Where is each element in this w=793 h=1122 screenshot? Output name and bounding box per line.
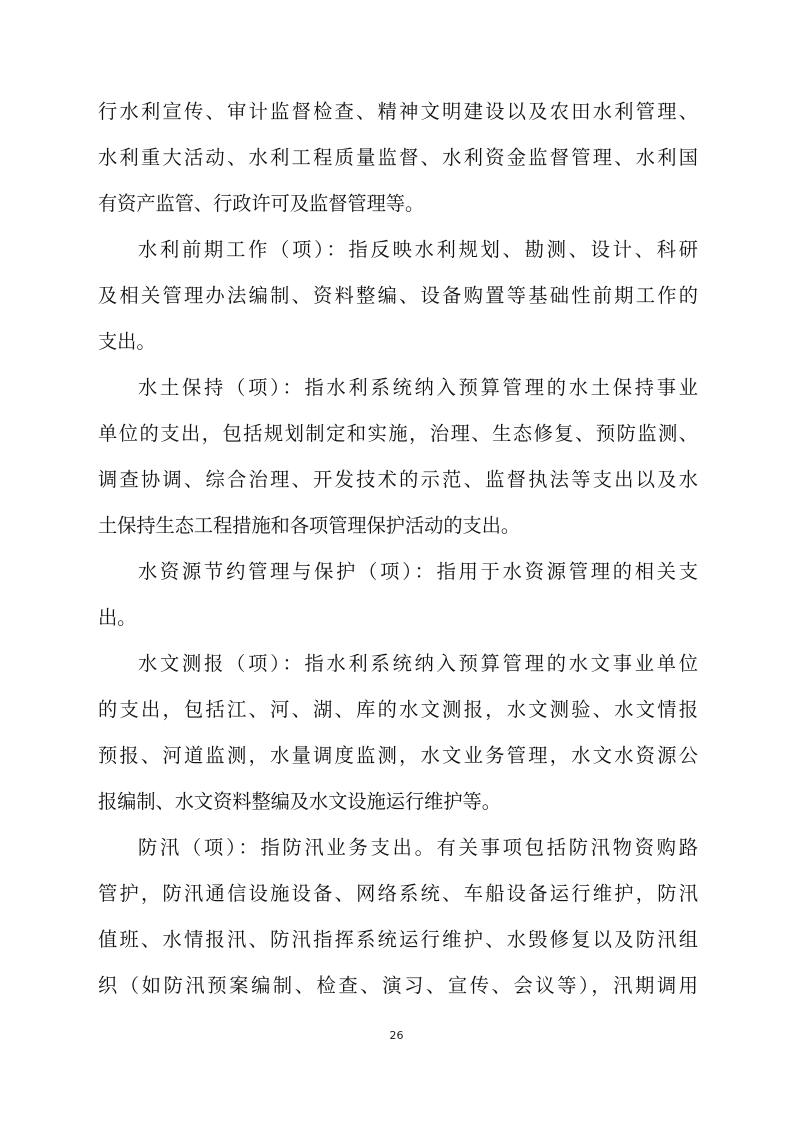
- text-line: 支出。: [98, 330, 156, 353]
- text-line: 的支出，包括江、河、湖、库的水文测报，水文测验、水文情报: [98, 698, 698, 721]
- paragraph-heading-line: 防汛（项）：指防汛业务支出。有关事项包括防汛物资购路: [138, 836, 698, 859]
- text-line: 出。: [98, 606, 137, 629]
- text-line: 调查协调、综合治理、开发技术的示范、监督执法等支出以及水: [98, 468, 698, 491]
- text-line: 报编制、水文资料整编及水文设施运行维护等。: [98, 790, 501, 813]
- text-line: 水利重大活动、水利工程质量监督、水利资金监督管理、水利国: [98, 146, 698, 169]
- text-line: 织（如防汛预案编制、检查、演习、宣传、会议等），汛期调用: [98, 974, 698, 997]
- text-line: 有资产监管、行政许可及监督管理等。: [98, 192, 425, 215]
- paragraph-heading-line: 水利前期工作（项）：指反映水利规划、勘测、设计、科研: [138, 238, 698, 261]
- text-line: 管护，防汛通信设施设备、网络系统、车船设备运行维护，防汛: [98, 882, 698, 905]
- text-line: 单位的支出，包括规划制定和实施，治理、生态修复、预防监测、: [98, 422, 698, 445]
- text-line: 值班、水情报汛、防汛指挥系统运行维护、水毁修复以及防汛组: [98, 928, 698, 951]
- paragraph-heading-line: 水文测报（项）：指水利系统纳入预算管理的水文事业单位: [138, 652, 698, 675]
- text-line: 行水利宣传、审计监督检查、精神文明建设以及农田水利管理、: [98, 100, 698, 123]
- text-line: 土保持生态工程措施和各项管理保护活动的支出。: [98, 514, 521, 537]
- page-number: 26: [389, 1029, 404, 1042]
- text-line: 预报、河道监测，水量调度监测，水文业务管理，水文水资源公: [98, 744, 698, 767]
- paragraph-heading-line: 水资源节约管理与保护（项）：指用于水资源管理的相关支: [138, 560, 698, 583]
- text-line: 及相关管理办法编制、资料整编、设备购置等基础性前期工作的: [98, 284, 698, 307]
- paragraph-heading-line: 水土保持（项）：指水利系统纳入预算管理的水土保持事业: [138, 376, 698, 399]
